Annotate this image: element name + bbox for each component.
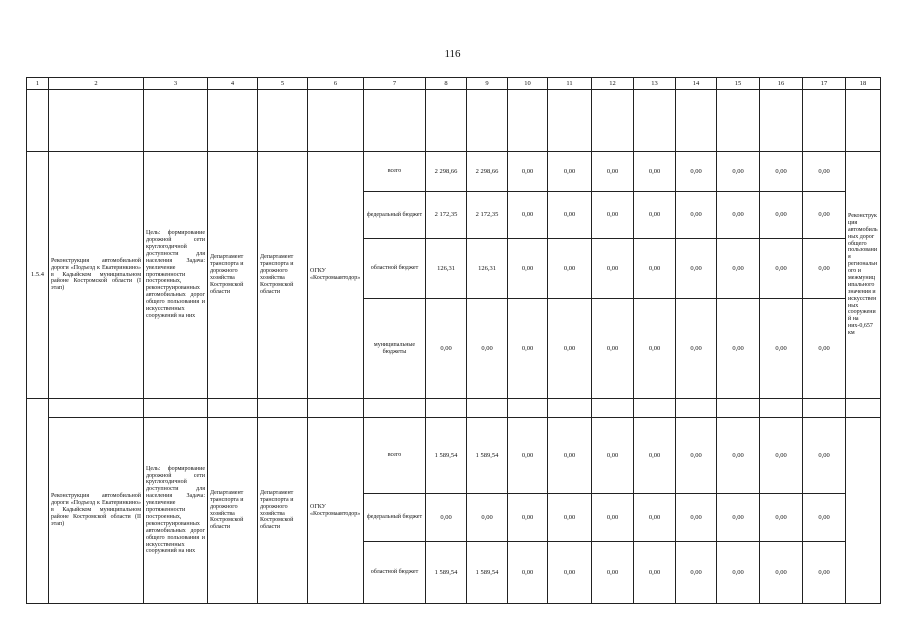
value-cell: 0,00 [592, 418, 634, 494]
value-cell: 0,00 [803, 152, 846, 192]
value-cell: 0,00 [760, 299, 803, 399]
column-header-row [27, 78, 881, 90]
value-cell: 0,00 [592, 152, 634, 192]
value-cell: 0,00 [548, 239, 592, 299]
value-cell: 0,00 [592, 239, 634, 299]
funding-label: федеральный бюджет [364, 494, 426, 542]
separator-row [27, 399, 881, 418]
column-header: 14 [676, 78, 717, 90]
funding-label: федеральный бюджет [364, 192, 426, 239]
table-row [27, 418, 881, 494]
value-cell: 0,00 [634, 239, 676, 299]
value-cell: 0,00 [548, 299, 592, 399]
column-header: 18 [846, 78, 881, 90]
value-cell: 1 589,54 [426, 418, 467, 494]
value-cell: 1 589,54 [467, 418, 508, 494]
value-cell: 0,00 [803, 542, 846, 604]
funding-label: областной бюджет [364, 239, 426, 299]
item-result: Реконструкция автомобильных дорог общего пользования регионального и межмуниципального значения и искусственных сооружений на них-0,657 км [846, 152, 881, 399]
value-cell: 0,00 [760, 542, 803, 604]
funding-label: всего [364, 418, 426, 494]
item-col6: ОГКУ «Костромаавтодор» [308, 418, 364, 604]
item-col6: ОГКУ «Костромаавтодор» [308, 152, 364, 399]
funding-label: всего [364, 152, 426, 192]
value-cell: 0,00 [717, 192, 760, 239]
value-cell: 0,00 [760, 494, 803, 542]
value-cell: 0,00 [592, 494, 634, 542]
value-cell: 0,00 [760, 418, 803, 494]
value-cell: 0,00 [508, 299, 548, 399]
value-cell: 0,00 [803, 299, 846, 399]
blank-row [27, 90, 881, 152]
item-goal: Цель: формирование дорожной сети круглогодичной доступности для населения Задача: увеличение протяженности построенных, реконструированных автомобильных дорог общего пользования и искусственных сооружений на них [144, 152, 208, 399]
value-cell: 0,00 [717, 239, 760, 299]
value-cell: 0,00 [592, 299, 634, 399]
value-cell: 0,00 [634, 542, 676, 604]
value-cell: 0,00 [634, 494, 676, 542]
value-cell: 0,00 [803, 192, 846, 239]
value-cell: 0,00 [676, 299, 717, 399]
value-cell: 0,00 [676, 152, 717, 192]
value-cell: 126,31 [426, 239, 467, 299]
column-header: 4 [208, 78, 258, 90]
item-col4: Департамент транспорта и дорожного хозяйства Костромской области [208, 152, 258, 399]
column-header: 16 [760, 78, 803, 90]
value-cell: 0,00 [803, 239, 846, 299]
value-cell: 0,00 [467, 299, 508, 399]
value-cell: 0,00 [508, 542, 548, 604]
value-cell: 0,00 [676, 192, 717, 239]
column-header: 2 [49, 78, 144, 90]
value-cell: 0,00 [467, 494, 508, 542]
column-header: 11 [548, 78, 592, 90]
value-cell: 0,00 [717, 152, 760, 192]
value-cell: 0,00 [508, 152, 548, 192]
value-cell: 0,00 [676, 542, 717, 604]
value-cell: 0,00 [676, 418, 717, 494]
item-result-empty [846, 418, 881, 604]
value-cell: 0,00 [548, 494, 592, 542]
value-cell: 1 589,54 [467, 542, 508, 604]
value-cell: 2 172,35 [467, 192, 508, 239]
value-cell: 0,00 [803, 494, 846, 542]
value-cell: 0,00 [803, 418, 846, 494]
value-cell: 126,31 [467, 239, 508, 299]
value-cell: 0,00 [548, 192, 592, 239]
value-cell: 0,00 [592, 192, 634, 239]
value-cell: 0,00 [548, 542, 592, 604]
table-row [27, 152, 881, 192]
value-cell: 0,00 [548, 152, 592, 192]
column-header: 10 [508, 78, 548, 90]
value-cell: 0,00 [508, 494, 548, 542]
item-number: 1.5.4 [27, 152, 49, 399]
funding-label: муниципальные бюджеты [364, 299, 426, 399]
column-header: 9 [467, 78, 508, 90]
value-cell: 2 298,66 [467, 152, 508, 192]
budget-table [26, 77, 881, 604]
value-cell: 0,00 [717, 418, 760, 494]
value-cell: 0,00 [508, 192, 548, 239]
column-header: 17 [803, 78, 846, 90]
value-cell: 0,00 [508, 239, 548, 299]
value-cell: 0,00 [717, 299, 760, 399]
item-goal: Цель: формирование дорожной сети круглогодичной доступности для населения Задача: увеличение протяженности построенных, реконструированных автомобильных дорог общего пользования и искусственных сооружений на них [144, 418, 208, 604]
value-cell: 2 298,66 [426, 152, 467, 192]
item-name: Реконструкция автомобильной дороги «Подъезд к Екатеринкино» в Кадыйском муниципальном районе Костромской области (I этап) [49, 152, 144, 399]
value-cell: 0,00 [548, 418, 592, 494]
value-cell: 0,00 [634, 418, 676, 494]
column-header: 5 [258, 78, 308, 90]
value-cell: 0,00 [676, 239, 717, 299]
column-header: 6 [308, 78, 364, 90]
item-col5: Департамент транспорта и дорожного хозяйства Костромской области [258, 418, 308, 604]
value-cell: 0,00 [426, 299, 467, 399]
column-header: 8 [426, 78, 467, 90]
column-header: 1 [27, 78, 49, 90]
column-header: 15 [717, 78, 760, 90]
value-cell: 0,00 [592, 542, 634, 604]
item-name: Реконструкция автомобильной дороги «Подъезд к Екатеринкино» в Кадыйском муниципальном районе Костромской области (II этап) [49, 418, 144, 604]
value-cell: 0,00 [634, 192, 676, 239]
funding-label: областной бюджет [364, 542, 426, 604]
value-cell: 1 589,54 [426, 542, 467, 604]
column-header: 12 [592, 78, 634, 90]
column-header: 13 [634, 78, 676, 90]
value-cell: 0,00 [426, 494, 467, 542]
value-cell: 0,00 [634, 152, 676, 192]
value-cell: 0,00 [760, 192, 803, 239]
value-cell: 0,00 [508, 418, 548, 494]
item-col5: Департамент транспорта и дорожного хозяйства Костромской области [258, 152, 308, 399]
column-header: 7 [364, 78, 426, 90]
value-cell: 0,00 [634, 299, 676, 399]
value-cell: 2 172,35 [426, 192, 467, 239]
column-header: 3 [144, 78, 208, 90]
value-cell: 0,00 [760, 152, 803, 192]
value-cell: 0,00 [676, 494, 717, 542]
value-cell: 0,00 [760, 239, 803, 299]
value-cell: 0,00 [717, 494, 760, 542]
page-number: 116 [444, 48, 461, 60]
value-cell: 0,00 [717, 542, 760, 604]
item-col4: Департамент транспорта и дорожного хозяйства Костромской области [208, 418, 258, 604]
